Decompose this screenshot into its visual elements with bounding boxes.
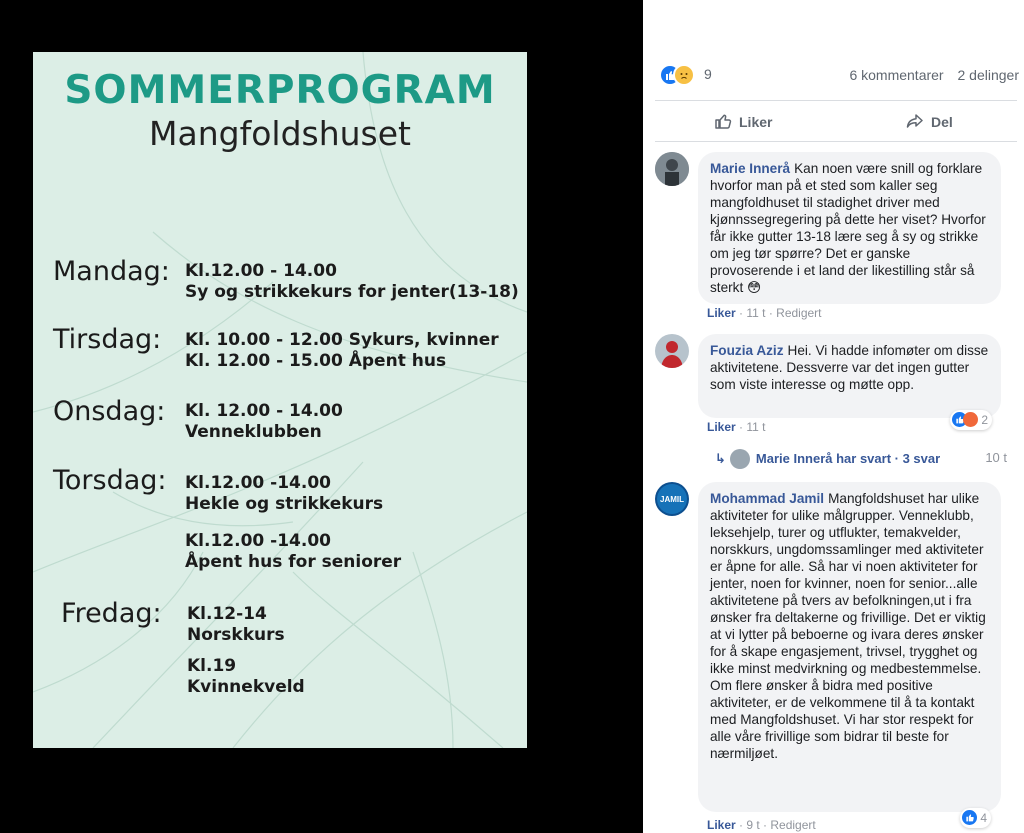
thumbs-up-icon bbox=[713, 111, 733, 131]
schedule-line: Kl.12.00 -14.00 bbox=[185, 473, 331, 493]
comment-meta: Liker · 11 t bbox=[707, 420, 766, 434]
comment-time[interactable]: 9 t bbox=[746, 818, 760, 832]
schedule-line: Åpent hus for seniorer bbox=[185, 552, 402, 572]
poster-image bbox=[33, 52, 527, 748]
comment-time[interactable]: 11 t bbox=[746, 306, 766, 320]
comment-reaction-count: 2 bbox=[981, 413, 989, 427]
reply-summary-text: Marie Innerå har svart · 3 svar bbox=[755, 451, 941, 466]
post-stats bbox=[659, 64, 1019, 86]
schedule-line: Kl.19 bbox=[187, 656, 237, 676]
comment-like-link[interactable]: Liker bbox=[707, 818, 736, 832]
comment-meta: Liker · 9 t · Redigert bbox=[707, 818, 816, 832]
schedule-line: Hekle og strikkekurs bbox=[185, 494, 384, 514]
comment-author[interactable]: Mohammad Jamil bbox=[710, 491, 825, 506]
view-replies-link[interactable] bbox=[715, 449, 1015, 469]
schedule-line: Kl.12-14 bbox=[187, 604, 267, 624]
comment-time[interactable]: 11 t bbox=[746, 420, 766, 434]
schedule-line: Kl.12.00 - 14.00 bbox=[185, 261, 337, 281]
schedule-line: Kl. 12.00 - 14.00 bbox=[185, 401, 343, 421]
schedule-wednesday bbox=[185, 401, 343, 443]
schedule-line: Norskkurs bbox=[187, 625, 285, 645]
day-monday: Mandag: bbox=[53, 256, 170, 287]
comment-text: Kan noen være snill og forklare hvorfor man på et sted som kaller seg mangfoldhuset til stadighet driver med kjønnssegregering på dette her viset? Hvorfor får ikke gutter 13-18 lære seg å sy og strikke om jeg tør spørre? Det er ganske provoserende i et land der likestilling står så sterkt 😳 bbox=[710, 161, 986, 295]
comment-reactions[interactable] bbox=[950, 410, 992, 430]
schedule-line: Sy og strikkekurs for jenter(13-18) bbox=[185, 282, 519, 302]
avatar[interactable] bbox=[655, 482, 689, 516]
comment-bubble bbox=[698, 482, 1001, 812]
avatar[interactable] bbox=[655, 152, 689, 186]
schedule-monday bbox=[185, 261, 519, 303]
comment-reaction-count: 4 bbox=[980, 811, 988, 825]
like-mini-icon bbox=[962, 810, 977, 825]
share-button[interactable] bbox=[905, 111, 953, 131]
like-button-label: Liker bbox=[739, 114, 773, 130]
post-sidebar bbox=[643, 0, 1024, 833]
share-button-label: Del bbox=[931, 114, 953, 130]
schedule-line: Kl. 10.00 - 12.00 Sykurs, kvinner bbox=[185, 330, 499, 350]
like-button[interactable] bbox=[713, 111, 772, 131]
poster-subtitle: Mangfoldshuset bbox=[149, 114, 411, 153]
schedule-line: Venneklubben bbox=[185, 422, 322, 442]
comment-edited: Redigert bbox=[770, 818, 816, 832]
comment-like-link[interactable]: Liker bbox=[707, 306, 736, 320]
comment-bubble bbox=[698, 334, 1001, 418]
comment-author[interactable]: Marie Innerå bbox=[710, 161, 791, 176]
schedule-line: Kl.12.00 -14.00 bbox=[185, 531, 331, 551]
comment-edited: Redigert bbox=[776, 306, 822, 320]
schedule-tuesday bbox=[185, 330, 499, 372]
post-action-bar bbox=[655, 100, 1017, 142]
reply-arrow-icon: ↳ bbox=[715, 451, 726, 466]
share-arrow-icon bbox=[905, 111, 925, 131]
poster-title: SOMMERPROGRAM bbox=[64, 68, 496, 113]
avatar-label: JAMIL bbox=[660, 495, 684, 504]
comment-meta: Liker · 11 t · Redigert bbox=[707, 306, 822, 320]
comment-text: Mangfoldshuset har ulike aktiviteter for ulike målgrupper. Venneklubb, leksehjelp, turer og utflukter, temakvelder, norskkurs, ungdomssamlinger med aktiviteter er åpne for alle. Så har vi noen aktiviteter for jenter, noen for kvinner, noen for senior...alle aktivitetene på tvers av befolkningen,ut i fra ønsker fra deltakerne og frivillige. Det er viktig at vi lytter på beboerne og ivara deres ønsker for å skape engasjement, trivsel, trygghet og ikke minst medvirkning og medbestemmelse. Om flere ønsker å bidra med positive aktiviteter, er de velkommene til å ta kontakt med Mangfoldshuset. Vi har stor respekt for alle våre frivillige som bidrar til beste for nærmiljøet. bbox=[710, 491, 986, 761]
day-wednesday: Onsdag: bbox=[53, 396, 166, 427]
day-thursday: Torsdag: bbox=[53, 465, 167, 496]
day-friday: Fredag: bbox=[61, 598, 162, 629]
schedule-thursday bbox=[185, 473, 401, 573]
comment-text: Hei. Vi hadde infomøter om disse aktivitetene. Dessverre var det ingen gutter som viste interesse og møtte opp. bbox=[710, 343, 989, 392]
comment-author[interactable]: Fouzia Aziz bbox=[710, 343, 784, 358]
angry-mini-icon bbox=[963, 412, 978, 427]
schedule-friday bbox=[187, 604, 305, 698]
comment-like-link[interactable]: Liker bbox=[707, 420, 736, 434]
comment-reactions[interactable] bbox=[960, 808, 991, 828]
comments-count[interactable]: 6 kommentarer bbox=[849, 67, 944, 83]
shares-count[interactable]: 2 delinger bbox=[957, 67, 1019, 83]
reaction-count[interactable]: 9 bbox=[704, 66, 712, 82]
comment-bubble bbox=[698, 152, 1001, 304]
reply-avatar bbox=[730, 449, 750, 469]
schedule-line: Kvinnekveld bbox=[187, 677, 305, 697]
avatar[interactable] bbox=[655, 334, 689, 368]
reply-time: 10 t bbox=[985, 450, 1007, 465]
schedule-line: Kl. 12.00 - 15.00 Åpent hus bbox=[185, 351, 447, 371]
sad-reaction-icon[interactable] bbox=[673, 64, 695, 86]
day-tuesday: Tirsdag: bbox=[53, 324, 162, 355]
